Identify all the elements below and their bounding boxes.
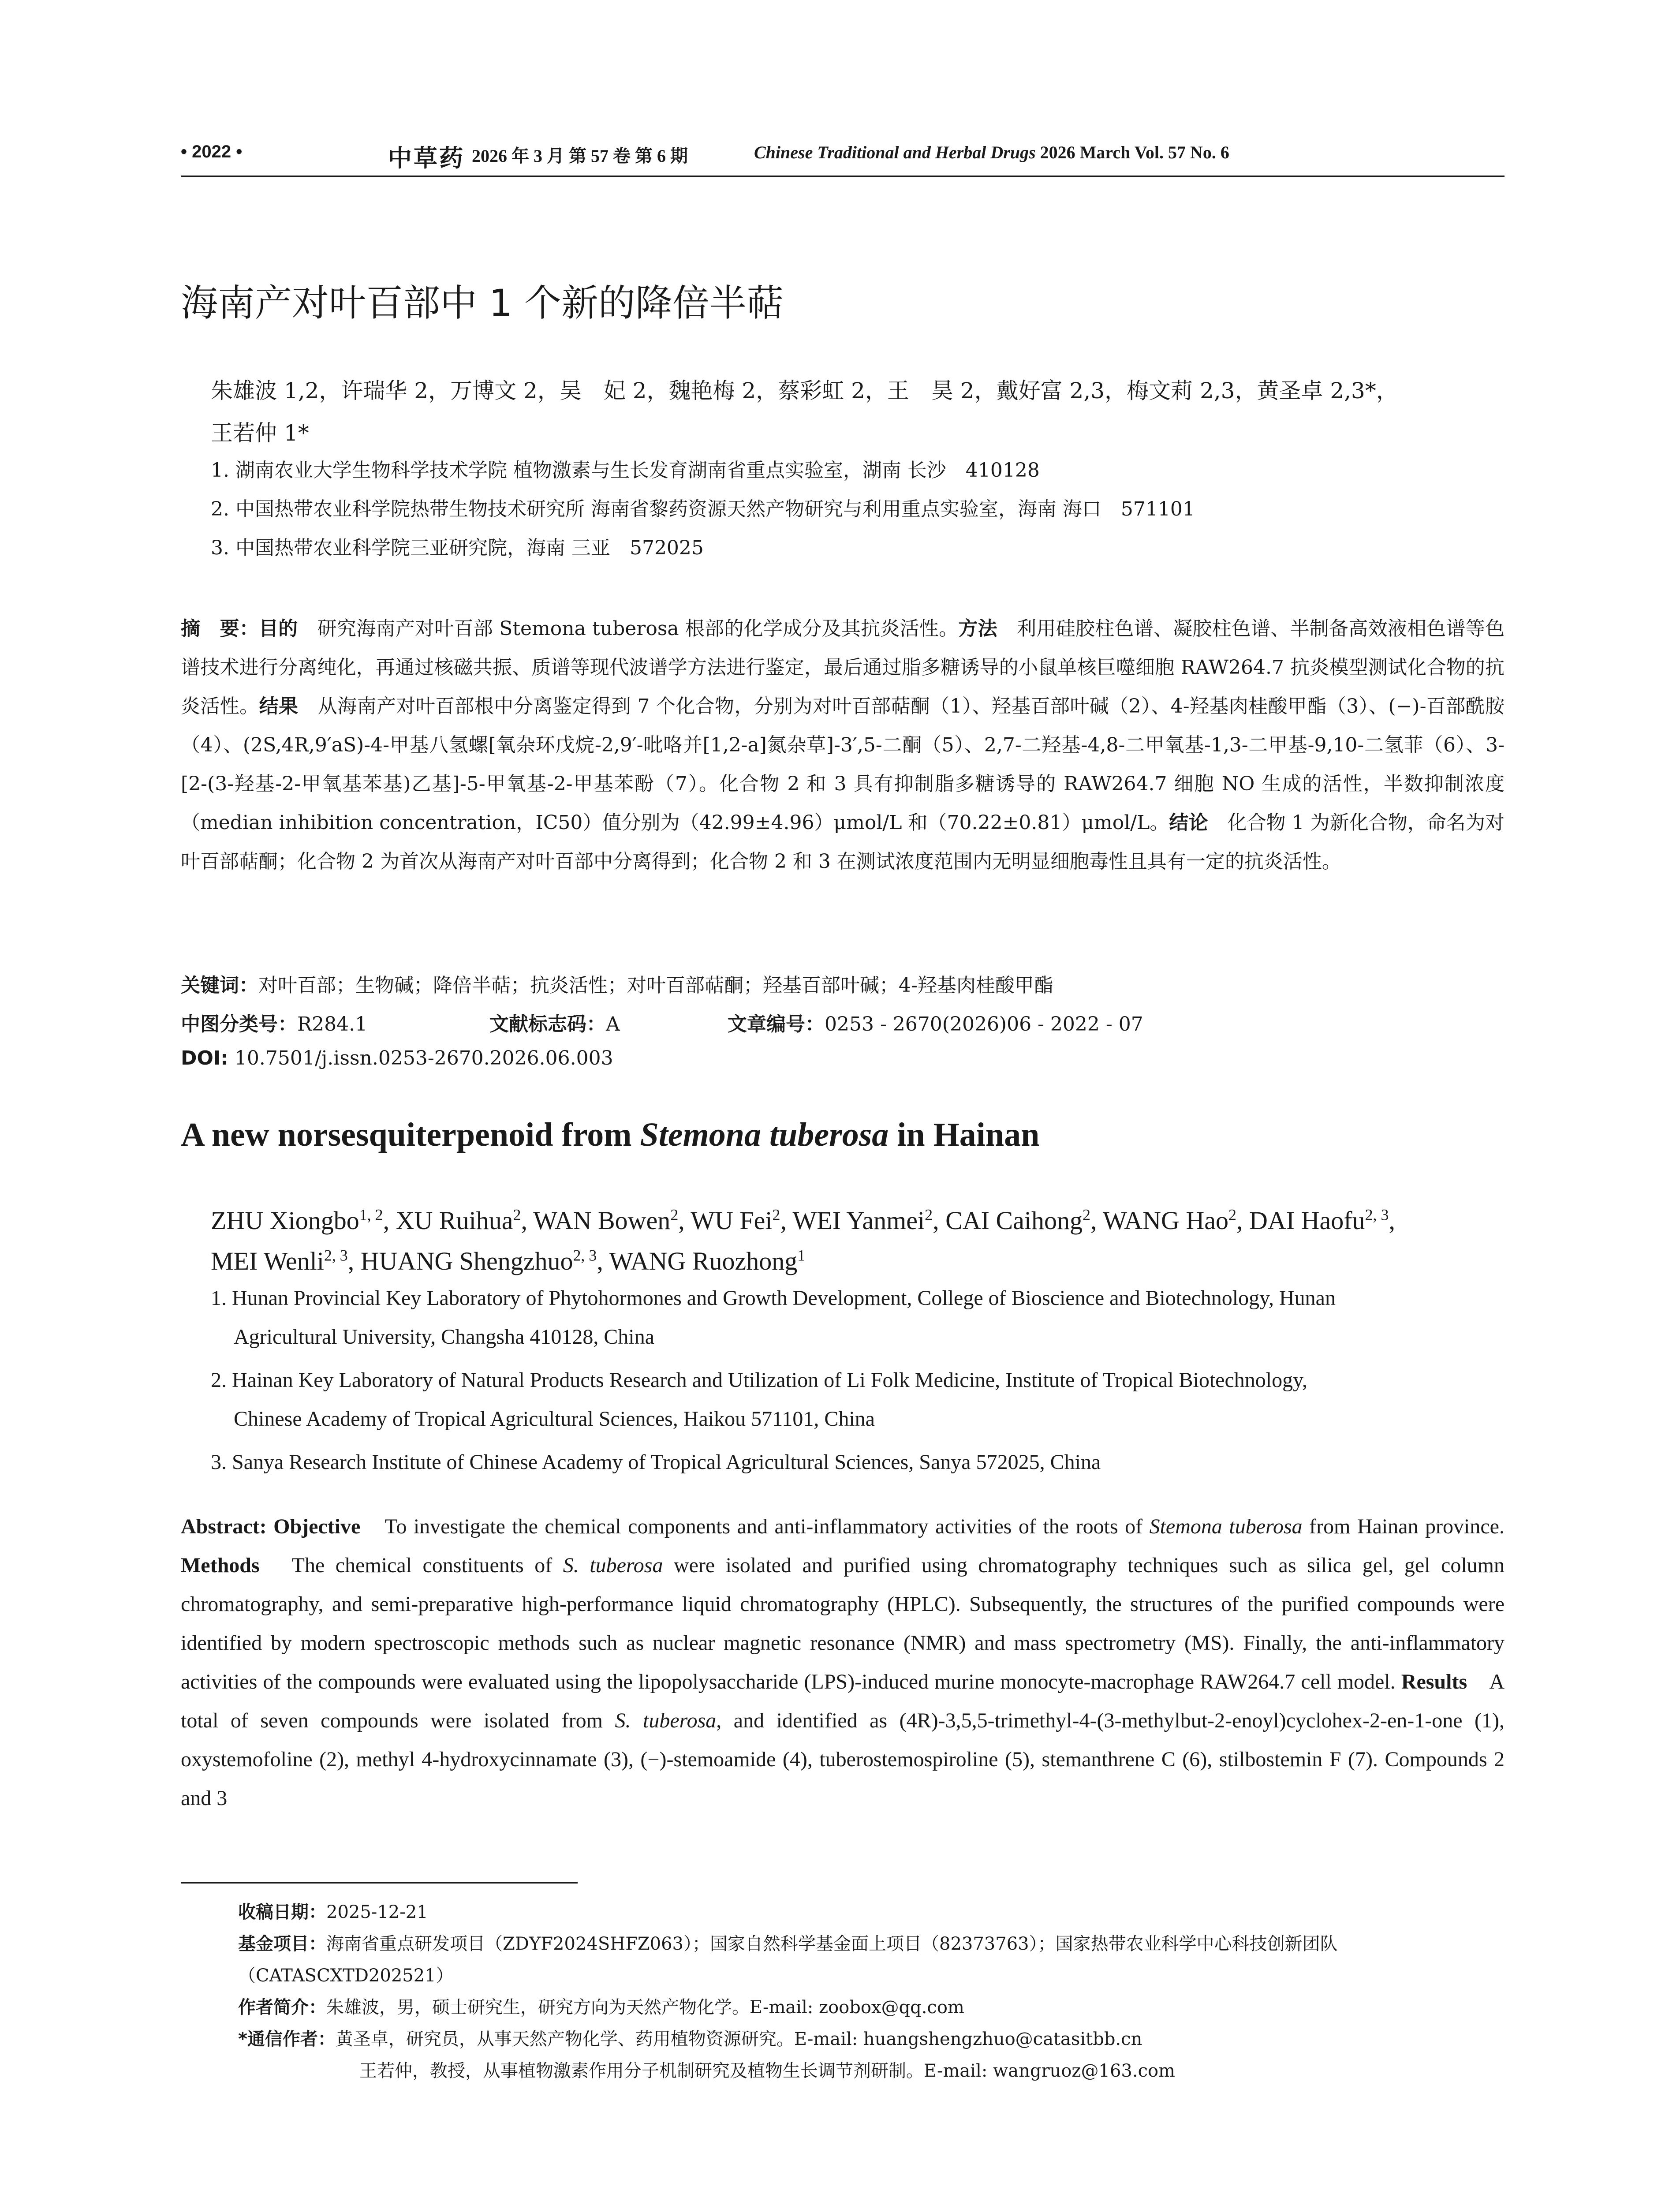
title-en-part-a: A new norsesquiterpenoid from <box>181 1116 640 1153</box>
articleno-label: 文章编号： <box>728 1013 825 1035</box>
clc-label: 中图分类号： <box>181 1013 297 1035</box>
objective-species-en: Stemona tuberosa <box>1149 1515 1303 1538</box>
affiliation-en-3: 3. Sanya Research Institute of Chinese Academy of Tropical Agricultural Sciences, Sanya 572025, China <box>211 1450 1101 1474</box>
author-en <box>691 1206 780 1235</box>
author-en-name: CAI Caihong <box>945 1206 1083 1235</box>
footnote-bio <box>238 1992 964 2023</box>
author-en <box>1249 1206 1389 1235</box>
conclusion-label-cn: 结论 <box>1169 811 1208 834</box>
author-en <box>945 1206 1090 1235</box>
author-en-name: WANG Ruozhong <box>609 1247 798 1275</box>
author-en-affiliation-mark: 2, 3 <box>573 1246 597 1264</box>
author-en <box>396 1206 521 1235</box>
methods-label-en: Methods <box>181 1554 260 1577</box>
received-value: 2025-12-21 <box>326 1902 428 1922</box>
author-en-affiliation-mark: 2, 3 <box>1365 1206 1389 1224</box>
objective-text-en-end: from Hainan province. <box>1302 1515 1505 1538</box>
author-en-affiliation-mark: 2 <box>772 1206 780 1224</box>
doccode-value: A <box>606 1013 620 1035</box>
methods-text-en-a: The chemical constituents of <box>259 1554 563 1577</box>
bio-value: 朱雄波，男，硕士研究生，研究方向为天然产物化学。E-mail: zoobox@qq.com <box>326 1997 964 2018</box>
author-en-name: HUANG Shengzhuo <box>360 1247 573 1275</box>
author-en <box>361 1247 597 1275</box>
clc-value: R284.1 <box>297 1013 368 1035</box>
conclusion-text-cn: 化合物 1 为新化合物，命名为对叶百部萜酮；化合物 2 为首次从海南产对叶百部中分离得到；化合物 2 和 3 在测试浓度范围内无明显细胞毒性且具有一定的抗炎活性。 <box>181 811 1505 873</box>
journal-name-cn: 中草药 <box>388 145 465 172</box>
objective-label-cn: 目的 <box>259 617 298 640</box>
methods-label-cn: 方法 <box>958 617 997 640</box>
author-en-name: XU Ruihua <box>396 1206 513 1235</box>
abstract-label-en: Abstract: Objective <box>181 1515 361 1538</box>
classification-line <box>181 1008 1505 1036</box>
results-species-en: S. tuberosa <box>615 1709 717 1732</box>
affiliation-cn-2: 2. 中国热带农业科学院热带生物技术研究所 海南省黎药资源天然产物研究与利用重点实验室，海南 海口 571101 <box>211 498 1195 520</box>
affiliation-en-2-line-b: Chinese Academy of Tropical Agricultural Sciences, Haikou 571101, China <box>234 1407 875 1431</box>
journal-title-en: Chinese Traditional and Herbal Drugs <box>754 142 1036 162</box>
author-en <box>211 1247 348 1275</box>
corresponding-author-1: 黄圣卓，研究员，从事天然产物化学、药用植物资源研究。E-mail: huangshengzhuo@catasitbb.cn <box>335 2029 1142 2049</box>
results-label-en: Results <box>1401 1670 1467 1693</box>
page-number: • 2022 • <box>181 142 243 161</box>
author-en-affiliation-mark: 1 <box>797 1246 806 1264</box>
abstract-cn <box>181 609 1505 881</box>
abstract-label-cn: 摘 要： <box>181 617 259 640</box>
doccode-label: 文献标志码： <box>489 1013 606 1035</box>
author-en <box>533 1206 678 1235</box>
author-en-affiliation-mark: 2 <box>925 1206 933 1224</box>
footnote-fund <box>238 1928 1508 1992</box>
affiliation-en-2-line-a: 2. Hainan Key Laboratory of Natural Products Research and Utilization of Li Folk Medicine, Institute of Tropical Biotechnology, <box>211 1368 1307 1392</box>
objective-text-cn: 研究海南产对叶百部 Stemona tuberosa 根部的化学成分及其抗炎活性。 <box>298 617 959 640</box>
doi-label: DOI: <box>181 1047 228 1069</box>
doccode-group <box>489 1008 728 1036</box>
methods-text-en-b: were isolated and purified using chromatography techniques such as silica gel, gel column chromatography, and semi-preparative high-performance liquid chromatography (HPLC). Subsequently, the structures of the purified compounds were identified by modern spectroscopic methods such as nuclear magnetic resonance (NMR) and mass spectrometry (MS). Finally, the anti-inflammatory activities of the compounds were evaluated using the lipopolysaccharide (LPS)-induced murine monocyte-macrophage RAW264.7 cell model. <box>181 1554 1505 1693</box>
footnote-corresponding <box>238 2023 1142 2055</box>
issue-info-en: 2026 March Vol. 57 No. 6 <box>1035 142 1229 162</box>
author-en-name: DAI Haofu <box>1249 1206 1365 1235</box>
author-list-cn <box>211 370 1507 454</box>
author-en <box>609 1247 805 1275</box>
doi-line <box>181 1047 613 1069</box>
received-label: 收稿日期： <box>238 1902 326 1922</box>
affiliation-cn-1: 1. 湖南农业大学生物科学技术学院 植物激素与生长发育湖南省重点实验室，湖南 长沙 410128 <box>211 459 1040 482</box>
author-en-name: WAN Bowen <box>533 1206 671 1235</box>
author-list-en: ZHU Xiongbo$^{1, 2}$, XU Ruihua$^2$, WAN Bowen$^2$, WU Fei$^2$, WEI Yanmei$^2$, CAI Caihong$^2$, WANG Hao$^2$, DAI Haofu$^{2, 3}$, MEI Wenli$^{2, 3}$, HUANG Shengzhuo$^{2, 3}$, WANG Ruozhong$^1$ <box>211 1206 1395 1275</box>
article-title-cn: 海南产对叶百部中 1 个新的降倍半萜 <box>181 281 784 325</box>
author-en <box>211 1206 383 1235</box>
articleno-group <box>728 1008 1143 1036</box>
author-en-name: MEI Wenli <box>211 1247 324 1275</box>
articleno-value: 0253 - 2670(2026)06 - 2022 - 07 <box>825 1013 1143 1035</box>
author-en-name: WEI Yanmei <box>792 1206 925 1235</box>
doi-value: 10.7501/j.issn.0253-2670.2026.06.003 <box>228 1047 613 1069</box>
methods-species-en: S. tuberosa <box>563 1554 663 1577</box>
header-rule <box>181 176 1505 177</box>
fund-label: 基金项目： <box>238 1934 326 1954</box>
footnote-corresponding-2: 王若仲，教授，从事植物激素作用分子机制研究及植物生长调节剂研制。E-mail: wangruoz@163.com <box>359 2061 1175 2081</box>
keywords-cn <box>181 969 1505 998</box>
footnote-received <box>238 1896 428 1928</box>
issue-info-cn: 2026 年 3 月 第 57 卷 第 6 期 <box>472 146 688 166</box>
affiliation-en-1 <box>211 1279 1503 1357</box>
author-en-affiliation-mark: 2, 3 <box>324 1246 348 1264</box>
affiliation-en-1-line-a: 1. Hunan Provincial Key Laboratory of Phytohormones and Growth Development, College of Bioscience and Biotechnology, Hunan <box>211 1286 1336 1310</box>
author-en-name: ZHU Xiongbo <box>211 1206 359 1235</box>
journal-name-en <box>754 142 1229 163</box>
author-line-1: 朱雄波 1,2，许瑞华 2，万博文 2，吴 妃 2，魏艳梅 2，蔡彩虹 2，王 昊 2，戴好富 2,3，梅文莉 2,3，黄圣卓 2,3*， <box>211 378 1398 404</box>
author-en-affiliation-mark: 1, 2 <box>359 1206 383 1224</box>
author-line-2: 王若仲 1* <box>211 420 309 446</box>
author-en-affiliation-mark: 2 <box>1083 1206 1090 1224</box>
corresponding-label: *通信作者： <box>238 2029 336 2049</box>
objective-text-en: To investigate the chemical components and anti-inflammatory activities of the roots of <box>360 1515 1150 1538</box>
results-text-en-a: A total of seven compounds were isolated from <box>181 1670 1505 1732</box>
author-en-name: WU Fei <box>691 1206 773 1235</box>
keywords-label-cn: 关键词： <box>181 974 258 997</box>
author-en-affiliation-mark: 2 <box>670 1206 679 1224</box>
title-en-species: Stemona tuberosa <box>640 1116 889 1153</box>
keywords-text-cn: 对叶百部；生物碱；降倍半萜；抗炎活性；对叶百部萜酮；羟基百部叶碱；4-羟基肉桂酸甲酯 <box>258 974 1053 997</box>
affiliation-en-2 <box>211 1361 1503 1439</box>
fund-value: 海南省重点研发项目（ZDYF2024SHFZ063）；国家自然科学基金面上项目（82373763）；国家热带农业科学中心科技创新团队（CATASCXTD202521） <box>238 1934 1338 1986</box>
article-title-en <box>181 1116 1039 1154</box>
author-en-name: WANG Hao <box>1102 1206 1229 1235</box>
results-text-cn: 从海南产对叶百部根中分离鉴定得到 7 个化合物，分别为对叶百部萜酮（1）、羟基百部叶碱（2）、4-羟基肉桂酸甲酯（3）、(−)-百部酰胺（4）、(2S,4R,9′aS)-4-甲基八氢螺[氧杂环戊烷-2,9′-吡咯并[1,2-a]氮杂草]-3′,5-二酮（5）、2,7-二羟基-4,8-二甲氧基-1,3-二甲基-9,10-二氢菲（6）、3-[2-(3-羟基-2-甲氧基苯基)乙基]-5-甲氧基-2-甲基苯酚（7）。化合物 2 和 3 具有抑制脂多糖诱导的 RAW264.7 细胞 NO 生成的活性，半数抑制浓度（median inhibition concentration，IC50）值分别为（42.99±4.96）μmol/L 和（70.22±0.81）μmol/L。 <box>181 695 1505 834</box>
author-en <box>1103 1206 1236 1235</box>
author-en-affiliation-mark: 2 <box>1228 1206 1237 1224</box>
results-text-en-b: , and identified as (4R)-3,5,5-trimethyl-4-(3-methylbut-2-enoyl)cyclohex-2-en-1-one (1), oxystemofoline (2), methyl 4-hydroxycinnamate (3), (−)-stemoamide (4), tuberostemospiroline (5), stemanthrene C (6), stilbostemin F (7). Compounds 2 and 3 <box>181 1709 1505 1810</box>
author-en <box>792 1206 933 1235</box>
results-label-cn: 结果 <box>259 695 299 718</box>
title-en-part-c: in Hainan <box>889 1116 1040 1153</box>
clc-group <box>181 1008 489 1036</box>
affiliation-cn-3: 3. 中国热带农业科学院三亚研究院，海南 三亚 572025 <box>211 537 704 559</box>
abstract-en <box>181 1507 1505 1818</box>
author-en-affiliation-mark: 2 <box>513 1206 521 1224</box>
affiliation-en-1-line-b: Agricultural University, Changsha 410128, China <box>234 1325 655 1349</box>
footnote-rule <box>181 1882 578 1884</box>
methods-text-cn: 利用硅胶柱色谱、凝胶柱色谱、半制备高效液相色谱等色谱技术进行分离纯化，再通过核磁共振、质谱等现代波谱学方法进行鉴定，最后通过脂多糖诱导的小鼠单核巨噬细胞 RAW264.7 抗炎模型测试化合物的抗炎活性。 <box>181 617 1505 718</box>
bio-label: 作者简介： <box>238 1997 326 2018</box>
